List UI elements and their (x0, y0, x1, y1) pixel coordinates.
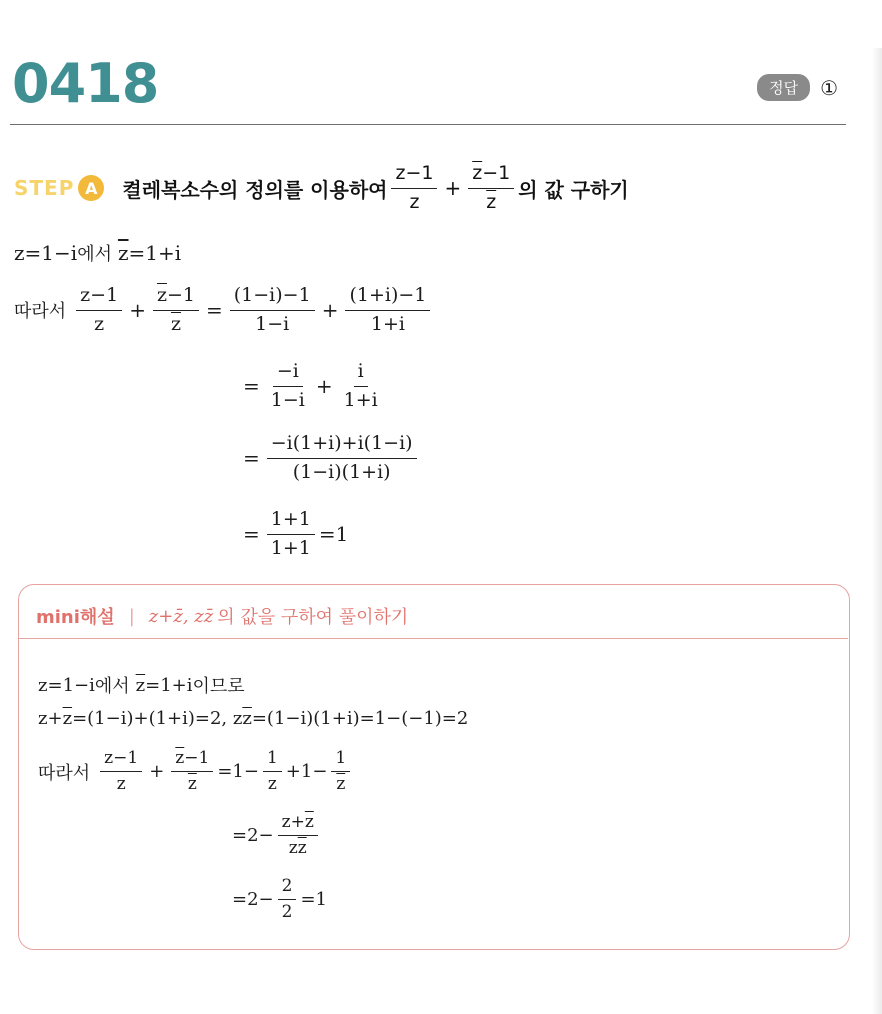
mini-title-math: z+z̄, zz̄ (148, 605, 214, 627)
fraction: $\frac{z+\overline{z}}{z\overline{z}}$ (278, 812, 318, 860)
answer-value: ① (820, 75, 838, 100)
mini-heading (36, 603, 408, 629)
solution-line-3: = $\frac{-i}{1-i}$ + $\frac{i}{1+i}$ (240, 360, 386, 413)
step-title-suffix: 의 값 구하기 (518, 177, 629, 202)
fraction: $\frac{\overline{z}-1}{z}$ (171, 748, 213, 796)
step-title-prefix: 켤레복소수의 정의를 이용하여 (122, 177, 388, 202)
fraction: $\frac{1}{z}$ (331, 748, 350, 796)
step-fraction-2: $\frac{\overline{z}-1}{z}$ (468, 162, 514, 215)
mini-line-5: =2− $\frac{2}{2}$ =1 (232, 876, 327, 923)
fraction: $\frac{1+1}{1+1}$ (267, 508, 315, 561)
answer-badge: 정답 (757, 74, 810, 101)
solution-line-1: z=1−i 에서 $\overline{z}$ =1+i (14, 241, 182, 265)
mini-separator: | (128, 605, 135, 627)
mini-title-text: 의 값을 구하여 풀이하기 (217, 607, 409, 628)
solution-line-2: 따라서 $\frac{z-1}{z}$ + $\frac{\overline{z}-1}{z}$ = $\frac{(1-i)-1}{1-i}$ + $\frac{(1+i)-1}{1+i}$ (14, 284, 434, 337)
step-badge: A (78, 175, 104, 201)
problem-number: 0418 (12, 52, 159, 115)
page-edge-shadow (872, 48, 882, 1014)
mini-line-1: z=1−i 에서 $\overline{z}$ =1+i 이므로 (38, 674, 245, 697)
step-label: STEP (14, 176, 75, 201)
fraction: $\frac{2}{2}$ (278, 876, 297, 924)
mini-line-2: z+ $\overline{z}$ =(1−i)+(1+i)=2, z $\overline{z}$ =(1−i)(1+i)=1−(−1)=2 (38, 708, 469, 729)
fraction: $\frac{-i}{1-i}$ (270, 360, 305, 411)
fraction: $\frac{\overline{z}-1}{z}$ (153, 284, 199, 337)
fraction: $\frac{z-1}{z}$ (100, 748, 142, 796)
solution-line-4: = $\frac{-i(1+i)+i(1-i)}{(1-i)(1+i)}$ (240, 432, 421, 485)
step-heading (14, 162, 629, 215)
mini-line-4: =2− $\frac{z+\overline{z}}{z\overline{z}}$ (232, 812, 322, 860)
step-title: 켤레복소수의 정의를 이용하여 $\frac{z-1}{z}$ + $\frac{\overline{z}-1}{z}$ 의 값 구하기 (122, 162, 629, 213)
fraction: $\frac{1}{z}$ (263, 748, 282, 796)
mini-label: mini해설 (36, 607, 115, 628)
fraction: $\frac{(1-i)-1}{1-i}$ (230, 284, 315, 337)
mini-line-3: 따라서 $\frac{z-1}{z}$ + $\frac{\overline{z}-1}{z}$ =1− $\frac{1}{z}$ +1− $\frac{1}{z}$ (38, 748, 354, 796)
header-rule (10, 124, 846, 125)
fraction: $\frac{z-1}{z}$ (76, 284, 122, 337)
step-fraction-1: $\frac{z-1}{z}$ (391, 162, 437, 215)
fraction: $\frac{i}{1+i}$ (343, 360, 378, 411)
fraction: $\frac{-i(1+i)+i(1-i)}{(1-i)(1+i)}$ (267, 432, 417, 485)
answer (757, 74, 838, 101)
solution-line-5: = $\frac{1+1}{1+1}$ =1 (243, 508, 349, 559)
fraction: $\frac{(1+i)-1}{1+i}$ (345, 284, 430, 337)
mini-divider (18, 638, 848, 640)
